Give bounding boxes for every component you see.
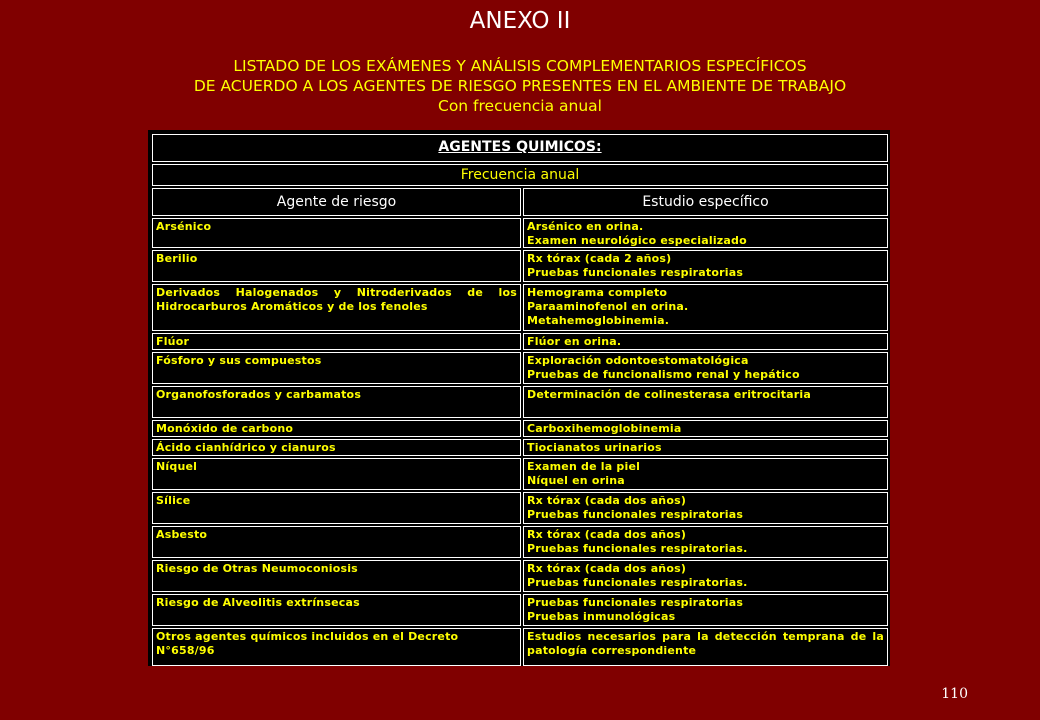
cell-line: Rx tórax (cada dos años) [527,494,687,507]
column-header-study: Estudio específico [523,188,888,216]
cell-line: Rx tórax (cada dos años) [527,562,687,575]
cell-line: Metahemoglobinemia. [527,314,670,327]
cell-line: Flúor en orina. [527,335,622,348]
agent-cell [152,284,521,331]
subtitle-line-3: Con frecuencia anual [438,97,602,115]
study-cell [523,492,888,524]
cell-line: Pruebas funcionales respiratorias [527,266,744,279]
agent-cell [152,458,521,490]
subtitle-line-1: LISTADO DE LOS EXÁMENES Y ANÁLISIS COMPLEMENTARIOS ESPECÍFICOS [233,57,807,75]
cell-line: Riesgo de Alveolitis extrínsecas [156,596,360,609]
cell-line: Rx tórax (cada dos años) [527,528,687,541]
cell-line: Organofosforados y carbamatos [156,388,362,401]
study-cell [523,594,888,626]
cell-line: Arsénico [156,220,212,233]
agent-cell [152,560,521,592]
cell-line: Flúor [156,335,190,348]
cell-line: Determinación de colinesterasa eritrocitaria [527,388,812,401]
exams-table [148,130,890,666]
study-cell [523,560,888,592]
cell-line: Rx tórax (cada 2 años) [527,252,672,265]
study-cell [523,284,888,331]
cell-line: Pruebas funcionales respiratorias [527,596,744,609]
agent-cell [152,386,521,418]
cell-line: Sílice [156,494,191,507]
agent-cell [152,420,521,437]
cell-line: Pruebas de funcionalismo renal y hepático [527,368,800,381]
cell-line: Pruebas inmunológicas [527,610,676,623]
cell-line: Paraaminofenol en orina. [527,300,689,313]
agent-cell [152,492,521,524]
study-cell [523,439,888,456]
cell-line: Arsénico en orina. [527,220,644,233]
cell-line: Derivados Halogenados y Nitroderivados de los Hidrocarburos Aromáticos y de los fenoles [156,286,517,313]
section-title: AGENTES QUIMICOS: [438,139,602,155]
study-cell [523,250,888,282]
cell-line: Ácido cianhídrico y cianuros [156,441,336,454]
cell-line: Riesgo de Otras Neumoconiosis [156,562,358,575]
cell-line: Pruebas funcionales respiratorias. [527,542,748,555]
slide-title: ANEXO II [469,8,571,34]
cell-line: Otros agentes químicos incluidos en el Decreto N°658/96 [156,630,459,657]
agent-cell [152,333,521,350]
agent-cell [152,352,521,384]
cell-line: Níquel [156,460,198,473]
cell-line: Monóxido de carbono [156,422,294,435]
agent-cell [152,594,521,626]
study-cell [523,526,888,558]
cell-line: Fósforo y sus compuestos [156,354,322,367]
agent-cell [152,250,521,282]
study-cell [523,420,888,437]
study-cell [523,218,888,248]
cell-line: Carboxihemoglobinemia [527,422,682,435]
agent-cell [152,439,521,456]
subtitle-line-2: DE ACUERDO A LOS AGENTES DE RIESGO PRESENTES EN EL AMBIENTE DE TRABAJO [193,77,847,95]
slide-subtitle [0,56,1040,116]
agent-cell [152,628,521,666]
cell-line: Asbesto [156,528,208,541]
section-title-cell [152,134,888,162]
cell-line: Berilio [156,252,198,265]
agent-cell [152,526,521,558]
cell-line: Exploración odontoestomatológica [527,354,749,367]
cell-line: Hemograma completo [527,286,668,299]
frequency-title: Frecuencia anual [152,164,888,186]
study-cell [523,333,888,350]
column-header-agent: Agente de riesgo [152,188,521,216]
page-number: 110 [941,686,968,702]
agent-cell [152,218,521,248]
cell-line: Pruebas funcionales respiratorias [527,508,744,521]
study-cell [523,458,888,490]
study-cell [523,352,888,384]
cell-line: Pruebas funcionales respiratorias. [527,576,748,589]
cell-line: Estudios necesarios para la detección temprana de la patología correspondiente [527,630,884,657]
cell-line: Tiocianatos urinarios [527,441,662,454]
cell-line: Níquel en orina [527,474,625,487]
cell-line: Examen de la piel [527,460,641,473]
study-cell [523,386,888,418]
cell-line: Examen neurológico especializado [527,234,747,247]
study-cell [523,628,888,666]
